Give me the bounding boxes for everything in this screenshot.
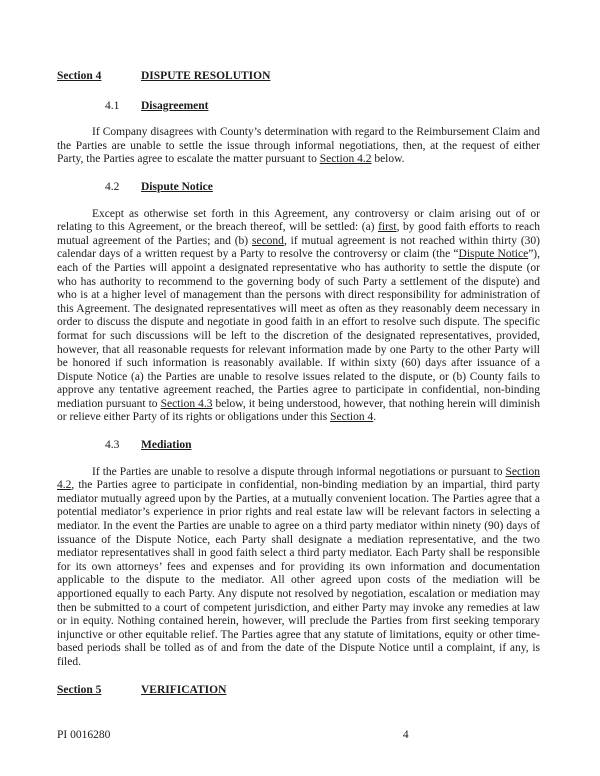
- page-number: 4: [402, 729, 409, 741]
- text-run: .: [373, 411, 377, 424]
- subsection-number: 4.3: [105, 439, 120, 452]
- section-5-heading: [57, 684, 540, 698]
- underlined-reference: second: [252, 234, 284, 247]
- text-run: If Company disagrees with County’s determination with regard to the Reimbursement Claim and the Parties are unable to settle the issue through informal negotiations, then, at the request of either Party, the Parties agree to escalate the matter pursuant to: [57, 126, 540, 166]
- text-run: , the Parties agree to participate in confidential, non-binding mediation by an impartial, third party mediator mutually agreed upon by the Parties, at a mutually convenient location. The Parties agree that a potential mediator’s experience in prior rights and real estate law will be relevant factors in selecting a mediator. In the event the Parties are unable to agree on a third party mediator within ninety (90) days of issuance of the Dispute Notice, each Party shall designate a mediation representative, and the two mediator representatives shall in good faith select a third party mediator. Each Party shall be responsible for its own attorneys’ fees and expenses and for providing its own information and documentation applicable to the dispute to the mediator. All other agreed upon costs of the mediation will be apportioned equally to each Party. Any dispute not resolved by negotiation, escalation or mediation may then be submitted to a court of competent jurisdiction, and either Party may invoke any remedies at law or in equity. Nothing contained herein, however, will preclude the Parties from first seeking temporary injunctive or other equitable relief. The Parties agree that any statute of limitations, equity or other time-based periods shall be tolled as of and from the date of the Dispute Notice until a complaint, if any, is filed.: [57, 479, 540, 668]
- page-footer: [57, 729, 540, 743]
- section-title: VERIFICATION: [141, 683, 227, 696]
- document-id: PI 0016280: [57, 729, 111, 741]
- section-number-column: [57, 684, 141, 698]
- subsection-4-1-heading: [57, 100, 540, 114]
- paragraph-disagreement: [57, 126, 540, 167]
- subsection-number-column: [105, 100, 141, 114]
- subsection-number: 4.1: [105, 99, 120, 112]
- section-4-heading: [57, 70, 540, 84]
- underlined-reference: Section 4.2: [319, 153, 372, 166]
- underlined-reference: Section 4.3: [160, 397, 213, 410]
- text-run: If the Parties are unable to resolve a dispute through informal negotiations or pursuant to: [92, 465, 506, 478]
- underlined-reference: Section 4.2: [57, 465, 540, 492]
- subsection-number: 4.2: [105, 180, 120, 193]
- text-run: , by good faith efforts to reach mutual agreement of the Parties; and (b): [57, 221, 540, 247]
- section-number-column: [57, 70, 141, 84]
- subsection-title: Dispute Notice: [141, 180, 213, 193]
- subsection-title: Mediation: [141, 439, 192, 452]
- subsection-4-2-heading: [57, 181, 540, 195]
- underlined-reference: first: [378, 221, 397, 234]
- underlined-reference: Section 4: [330, 411, 374, 424]
- text-run: Except as otherwise set forth in this Agreement, any controversy or claim arising out of or relating to this Agreement, or the breach thereof, will be settled: (a): [57, 207, 540, 234]
- section-title: DISPUTE RESOLUTION: [141, 70, 271, 82]
- text-run: below, it being understood, however, that nothing herein will diminish or relieve either Party of its rights or obligations under this: [57, 397, 540, 424]
- subsection-number-column: [105, 439, 141, 453]
- underlined-reference: Dispute Notice: [458, 248, 529, 261]
- subsection-title: Disagreement: [141, 99, 209, 112]
- section-number: Section 5: [57, 683, 102, 696]
- paragraph-mediation: [57, 466, 540, 670]
- section-number: Section 4: [57, 70, 102, 82]
- text-run: , if mutual agreement is not reached within thirty (30) calendar days of a written request by a Party to resolve the controversy or claim (the “: [57, 234, 540, 261]
- subsection-4-3-heading: [57, 439, 540, 453]
- paragraph-dispute-notice: [57, 208, 540, 426]
- subsection-number-column: [105, 181, 141, 195]
- text-run: ”), each of the Parties will appoint a designated representative who has authority to settle the dispute (or who has authority to recommend to the governing body of such Party a settlement of the dispute) and who is at a higher level of management than the persons with direct responsibility for administration of this Agreement. The designated representatives will meet as often as they reasonably deem necessary in order to discuss the dispute and negotiate in good faith in an effort to resolve such dispute. The specific format for such discussions will be left to the discretion of the designated representatives, provided, however, that all reasonable requests for relevant information made by one Party to the other Party will be honored if such information is reasonably available. If within sixty (60) days after issuance of a Dispute Notice (a) the Parties are unable to resolve issues related to the dispute, or (b) County fails to approve any tentative agreement reached, the Parties agree to participate in confidential, non-binding mediation pursuant to: [57, 248, 540, 410]
- text-run: below.: [371, 153, 405, 166]
